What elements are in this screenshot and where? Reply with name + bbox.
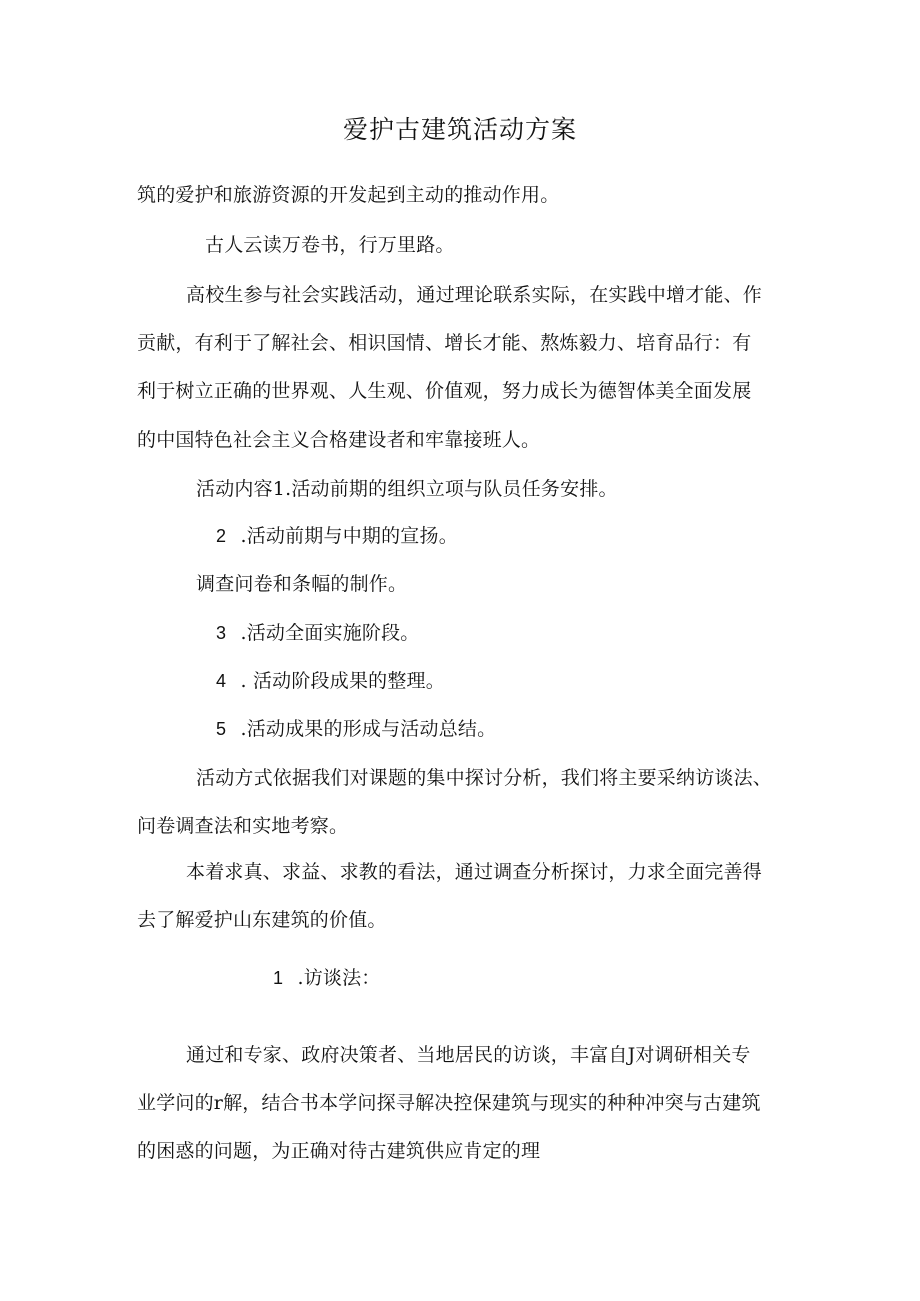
paragraph-line: 本着求真、求益、求教的看法，通过调查分析探讨，力求全面完善得 [186,861,763,883]
list-number: 5 [216,719,227,739]
document-title: 爱护古建筑活动方案 [342,115,577,144]
list-text: .活动成果的形成与活动总结。 [240,718,497,740]
paragraph-line: 高校生参与社会实践活动，通过理论联系实际，在实践中增才能、作 [186,284,763,306]
paragraph-line: 活动方式依据我们对课题的集中探讨分析，我们将主要采纳访谈法、 [196,767,773,789]
list-number: 2 [216,526,227,546]
list-text: . 活动阶段成果的整理。 [240,670,445,692]
paragraph-line: 利于树立正确的世界观、人生观、价值观，努力成长为德智体美全面发展 [137,380,752,402]
list-number: 1 [273,968,284,988]
paragraph-line: 问卷调查法和实地考察。 [137,815,349,837]
paragraph-line: 调查问卷和条幅的制作。 [196,573,408,595]
list-text: .活动前期与中期的宣扬。 [240,525,458,547]
list-item [216,716,496,742]
paragraph-line: 的困惑的问题，为正确对待古建筑供应肯定的理 [137,1140,541,1162]
list-number: 3 [216,623,227,643]
paragraph-line: 古人云读万卷书，行万里路。 [205,234,455,256]
paragraph-line: 的中国特色社会主义合格建设者和牢靠接班人。 [137,429,541,451]
list-number: 4 [216,671,227,691]
paragraph-line: 业学问的r解，结合书本学问探寻解决控保建筑与现实的种种冲突与古建筑 [137,1092,761,1114]
paragraph-line: 通过和专家、政府决策者、当地居民的访谈，丰富自J对调研相关专 [186,1044,751,1066]
list-item [273,965,381,991]
paragraph-line: 筑的爱护和旅游资源的开发起到主动的推动作用。 [137,184,560,206]
list-text: .访谈法： [297,967,381,989]
paragraph-line: 活动内容1.活动前期的组织立项与队员任务安排。 [196,478,618,500]
list-item [216,620,420,646]
list-item [216,523,458,549]
list-text: .活动全面实施阶段。 [240,622,420,644]
paragraph-line: 贡献，有利于了解社会、相识国情、增长才能、熬炼毅力、培育品行：有 [137,332,752,354]
paragraph-line: 去了解爱护山东建筑的价值。 [137,909,387,931]
list-item [216,668,445,694]
